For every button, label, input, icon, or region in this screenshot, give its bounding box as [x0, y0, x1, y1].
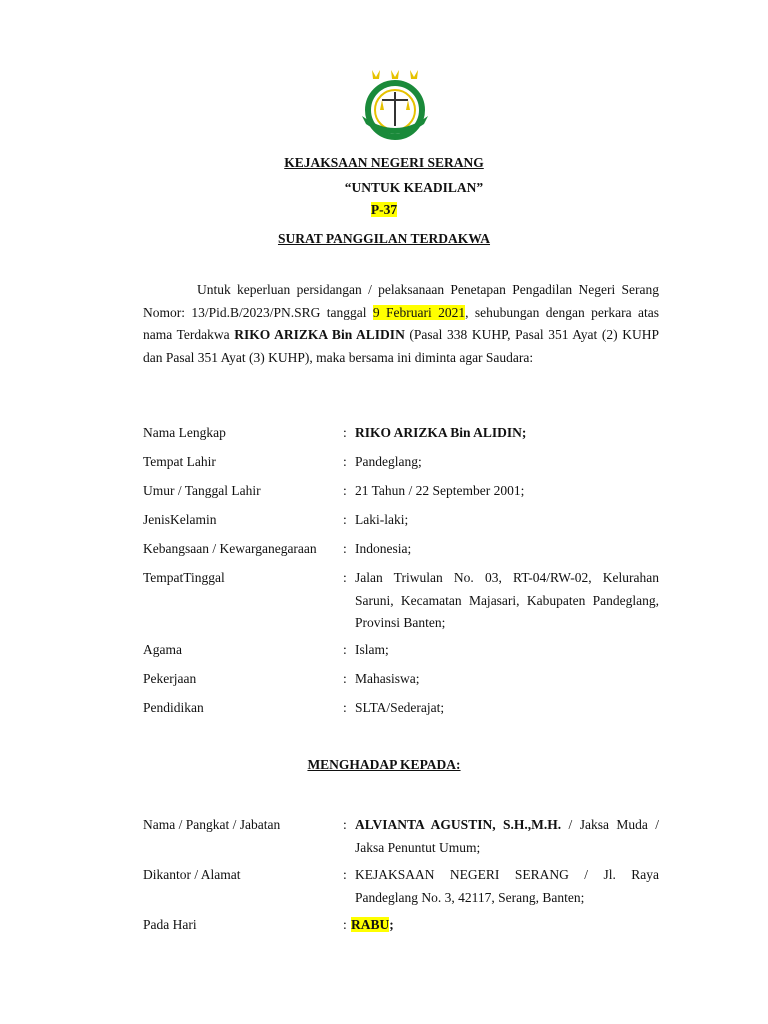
officer-office-value: KEJAKSAAN NEGERI SERANG / Jl. Raya Pandeglang No. 3, 42117, Serang, Banten;: [355, 867, 659, 905]
identity-label: Nama Lengkap: [143, 425, 226, 440]
identity-value: Jalan Triwulan No. 03, RT-04/RW-02, Kelurahan Saruni, Kecamatan Majasari, Kabupaten Pandeglang, Provinsi Banten;: [355, 570, 659, 630]
identity-label: TempatTinggal: [143, 570, 225, 585]
day-value: [351, 914, 655, 937]
identity-label: Tempat Lahir: [143, 454, 216, 469]
identity-value: Indonesia;: [355, 541, 412, 556]
institution-name: KEJAKSAAN NEGERI SERANG: [284, 155, 484, 170]
colon: :: [343, 917, 347, 932]
colon: :: [343, 817, 347, 832]
prosecutor-emblem-logo: [354, 66, 436, 144]
day-suffix: ;: [389, 917, 394, 932]
form-code-label: P-37: [370, 202, 398, 217]
officer-rank: / Jaksa Muda / Jaksa Penuntut Umum;: [355, 817, 659, 855]
intro-date: 9 Februari 2021: [372, 304, 466, 320]
colon: :: [343, 425, 347, 440]
identity-value: Mahasiswa;: [355, 671, 420, 686]
day-name: RABU: [351, 917, 390, 932]
menghadap-title: MENGHADAP KEPADA:: [307, 757, 461, 772]
defendant-name: RIKO ARIZKA Bin ALIDIN: [234, 327, 405, 342]
identity-label: Pendidikan: [143, 700, 204, 715]
officer-office-row: [143, 864, 659, 910]
colon: :: [343, 483, 347, 498]
identity-value: Islam;: [355, 642, 389, 657]
document-title: SURAT PANGGILAN TERDAKWA: [277, 231, 491, 246]
identity-value: SLTA/Sederajat;: [355, 700, 445, 715]
intro-text-1: Untuk keperluan persidangan / pelaksanaan Penetapan Pengadilan Negeri Serang Nomor: 13/Pid.B/2023/PN.SRG tanggal: [143, 282, 659, 320]
colon: :: [343, 541, 347, 556]
colon: :: [343, 642, 347, 657]
form-code: [0, 202, 768, 218]
intro-text-2: , sehubungan dengan perkara atas nama Terdakwa: [143, 304, 659, 342]
intro-paragraph: [143, 279, 659, 369]
colon: :: [343, 512, 347, 527]
identity-row-address: [143, 567, 659, 635]
colon: :: [343, 867, 347, 882]
identity-label: Umur / Tanggal Lahir: [143, 483, 261, 498]
colon: :: [343, 671, 347, 686]
identity-value: Laki-laki;: [355, 512, 409, 527]
officer-name: ALVIANTA AGUSTIN, S.H.,M.H.: [355, 817, 562, 832]
day-label: Pada Hari: [143, 917, 197, 932]
identity-label: Agama: [143, 642, 182, 657]
identity-value: Pandeglang;: [355, 454, 422, 469]
identity-value: RIKO ARIZKA Bin ALIDIN;: [355, 425, 527, 440]
motto: “UNTUK KEADILAN”: [344, 180, 484, 195]
officer-office-label: Dikantor / Alamat: [143, 867, 241, 882]
identity-label: Pekerjaan: [143, 671, 197, 686]
officer-name-value: [355, 814, 659, 859]
officer-name-label: Nama / Pangkat / Jabatan: [143, 817, 281, 832]
officer-name-row: [143, 814, 659, 860]
identity-label: Kebangsaan / Kewarganegaraan: [143, 541, 317, 556]
identity-label: JenisKelamin: [143, 512, 217, 527]
colon: :: [343, 570, 347, 585]
colon: :: [343, 454, 347, 469]
intro-text-3: (Pasal 338 KUHP, Pasal 351 Ayat (2) KUHP dan Pasal 351 Ayat (3) KUHP), maka bersama ini diminta agar Saudara:: [143, 327, 659, 365]
colon: :: [343, 700, 347, 715]
identity-value: 21 Tahun / 22 September 2001;: [355, 483, 525, 498]
